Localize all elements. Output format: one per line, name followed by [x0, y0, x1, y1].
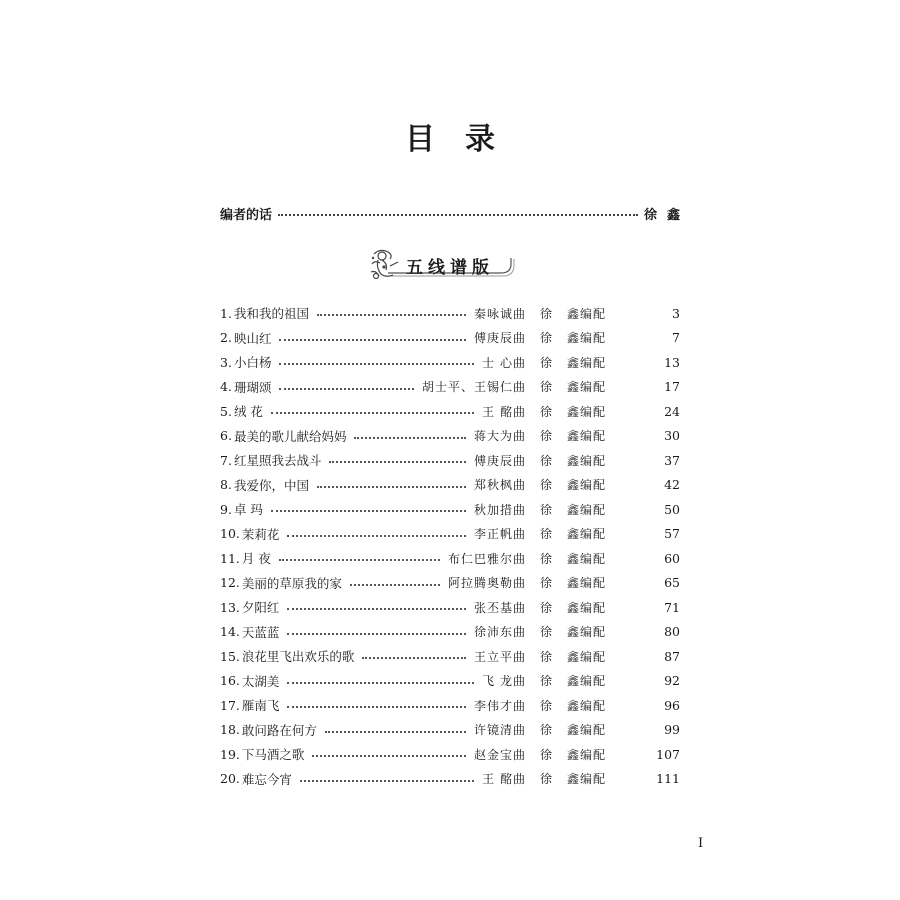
dot-leader: [279, 559, 440, 561]
entry-number: 10.: [220, 526, 240, 542]
entry-arranger: 徐 鑫编配: [540, 747, 607, 762]
entry-title: 我爱你，中国: [233, 477, 309, 493]
dot-leader: [312, 755, 466, 757]
toc-entry[interactable]: [220, 595, 680, 620]
entry-title: 雁南飞: [241, 698, 280, 714]
dot-leader: [279, 388, 414, 390]
entry-number: 12.: [220, 575, 240, 591]
dot-leader: [278, 214, 638, 216]
entry-composer: 李正帆曲: [473, 527, 526, 542]
entry-composer: 李伟才曲: [473, 698, 526, 713]
entry-title: 珊瑚颂: [233, 379, 272, 395]
entry-arranger: 徐 鑫编配: [540, 404, 607, 419]
entry-arranger: 徐 鑫编配: [540, 625, 607, 640]
entry-arranger: 徐 鑫编配: [540, 674, 607, 689]
toc-list: [220, 301, 680, 791]
editor-note-label: 编者的话: [220, 207, 273, 223]
entry-composer: 王 酩曲: [482, 404, 526, 419]
entry-page-number: 111: [656, 771, 680, 787]
toc-entry[interactable]: [220, 399, 680, 424]
entry-page-number: 42: [664, 477, 680, 493]
entry-title: 夕阳红: [241, 600, 280, 616]
toc-entry[interactable]: [220, 350, 680, 375]
dot-leader: [287, 535, 466, 537]
entry-page-number: 99: [664, 722, 680, 738]
entry-composer: 王 酩曲: [482, 772, 526, 787]
dot-leader: [329, 461, 466, 463]
entry-page-number: 37: [664, 452, 680, 468]
entry-page-number: 71: [664, 599, 680, 615]
entry-arranger: 徐 鑫编配: [540, 600, 607, 615]
toc-entry[interactable]: [220, 375, 680, 400]
entry-composer: 飞 龙曲: [482, 674, 526, 689]
entry-page-number: 92: [664, 673, 680, 689]
entry-title: 卓 玛: [233, 502, 263, 518]
toc-entry[interactable]: [220, 473, 680, 498]
toc-entry[interactable]: [220, 497, 680, 522]
dot-leader: [279, 339, 466, 341]
entry-title: 茉莉花: [241, 526, 280, 542]
dot-leader: [300, 780, 474, 782]
entry-arranger: 徐 鑫编配: [540, 551, 607, 566]
entry-number: 9.: [220, 501, 232, 517]
entry-number: 2.: [220, 330, 232, 346]
entry-composer: 赵金宝曲: [473, 747, 526, 762]
entry-page-number: 60: [664, 550, 680, 566]
dot-leader: [287, 608, 466, 610]
entry-title: 难忘今宵: [241, 771, 292, 787]
entry-number: 20.: [220, 771, 240, 787]
dot-leader: [287, 633, 466, 635]
entry-page-number: 96: [664, 697, 680, 713]
dot-leader: [271, 412, 474, 414]
entry-number: 16.: [220, 673, 240, 689]
entry-number: 4.: [220, 379, 232, 395]
section-banner: [366, 246, 516, 282]
toc-entry[interactable]: [220, 620, 680, 645]
entry-page-number: 13: [664, 354, 680, 370]
entry-arranger: 徐 鑫编配: [540, 649, 607, 664]
entry-arranger: 徐 鑫编配: [540, 355, 607, 370]
entry-composer: 胡士平、王锡仁曲: [421, 380, 526, 395]
entry-number: 3.: [220, 354, 232, 370]
dot-leader: [317, 486, 466, 488]
entry-number: 19.: [220, 746, 240, 762]
toc-entry[interactable]: [220, 448, 680, 473]
entry-title: 浪花里飞出欢乐的歌: [241, 649, 355, 665]
entry-arranger: 徐 鑫编配: [540, 772, 607, 787]
entry-page-number: 7: [672, 330, 680, 346]
entry-arranger: 徐 鑫编配: [540, 380, 607, 395]
entry-page-number: 50: [664, 501, 680, 517]
entry-arranger: 徐 鑫编配: [540, 331, 607, 346]
entry-composer: 许镜清曲: [473, 723, 526, 738]
dot-leader: [271, 510, 466, 512]
entry-number: 8.: [220, 477, 232, 493]
toc-entry[interactable]: [220, 522, 680, 547]
entry-number: 11.: [220, 550, 240, 566]
entry-arranger: 徐 鑫编配: [540, 698, 607, 713]
toc-entry[interactable]: [220, 767, 680, 792]
entry-arranger: 徐 鑫编配: [540, 527, 607, 542]
entry-page-number: 57: [664, 526, 680, 542]
entry-number: 13.: [220, 599, 240, 615]
toc-entry[interactable]: [220, 326, 680, 351]
entry-page-number: 80: [664, 624, 680, 640]
toc-entry[interactable]: [220, 693, 680, 718]
entry-page-number: 3: [672, 305, 680, 321]
entry-number: 5.: [220, 403, 232, 419]
dot-leader: [362, 657, 466, 659]
entry-number: 7.: [220, 452, 232, 468]
page-title: 目录: [405, 122, 525, 157]
entry-title: 天蓝蓝: [241, 624, 280, 640]
toc-entry[interactable]: [220, 644, 680, 669]
entry-title: 美丽的草原我的家: [241, 575, 342, 591]
dot-leader: [354, 437, 466, 439]
entry-composer: 张丕基曲: [473, 600, 526, 615]
entry-title: 太湖美: [241, 673, 280, 689]
entry-title: 红星照我去战斗: [233, 453, 322, 469]
entry-title: 绒 花: [233, 404, 263, 420]
toc-entry[interactable]: [220, 669, 680, 694]
entry-arranger: 徐 鑫编配: [540, 429, 607, 444]
dot-leader: [325, 731, 466, 733]
entry-number: 14.: [220, 624, 240, 640]
entry-composer: 徐沛东曲: [473, 625, 526, 640]
entry-title: 敢问路在何方: [241, 722, 317, 738]
dot-leader: [279, 363, 474, 365]
entry-number: 1.: [220, 305, 232, 321]
entry-title: 月 夜: [241, 551, 271, 567]
entry-composer: 郑秋枫曲: [473, 478, 526, 493]
entry-composer: 布仁巴雅尔曲: [447, 551, 526, 566]
toc-entry[interactable]: [220, 301, 680, 326]
entry-composer: 傅庚辰曲: [473, 453, 526, 468]
entry-arranger: 徐 鑫编配: [540, 478, 607, 493]
section-label: 五线谱版: [406, 258, 494, 278]
entry-arranger: 徐 鑫编配: [540, 576, 607, 591]
dot-leader: [317, 314, 466, 316]
entry-number: 18.: [220, 722, 240, 738]
dot-leader: [287, 706, 466, 708]
entry-page-number: 30: [664, 428, 680, 444]
entry-title: 我和我的祖国: [233, 306, 309, 322]
entry-composer: 傅庚辰曲: [473, 331, 526, 346]
entry-composer: 阿拉腾奥勒曲: [447, 576, 526, 591]
entry-composer: 王立平曲: [473, 649, 526, 664]
toc-entry[interactable]: [220, 424, 680, 449]
dot-leader: [350, 584, 440, 586]
entry-page-number: 107: [656, 746, 680, 762]
entry-number: 17.: [220, 697, 240, 713]
entry-title: 映山红: [233, 330, 272, 346]
toc-entry[interactable]: [220, 718, 680, 743]
entry-title: 最美的歌儿献给妈妈: [233, 428, 347, 444]
entry-page-number: 17: [664, 379, 680, 395]
entry-composer: 士 心曲: [482, 355, 526, 370]
entry-arranger: 徐 鑫编配: [540, 502, 607, 517]
toc-entry[interactable]: [220, 571, 680, 596]
entry-page-number: 65: [664, 575, 680, 591]
editor-note-author: 徐鑫: [643, 207, 690, 223]
entry-page-number: 87: [664, 648, 680, 664]
toc-entry[interactable]: [220, 546, 680, 571]
entry-page-number: 24: [664, 403, 680, 419]
entry-composer: 秦咏诚曲: [473, 306, 526, 321]
entry-arranger: 徐 鑫编配: [540, 723, 607, 738]
page-folio: I: [698, 836, 704, 851]
entry-title: 下马酒之歌: [241, 747, 305, 763]
entry-number: 6.: [220, 428, 232, 444]
entry-arranger: 徐 鑫编配: [540, 453, 607, 468]
editor-note-entry[interactable]: [220, 202, 690, 224]
entry-composer: 秋加措曲: [473, 502, 526, 517]
entry-composer: 蒋大为曲: [473, 429, 526, 444]
entry-title: 小白杨: [233, 355, 272, 371]
dot-leader: [287, 682, 474, 684]
entry-arranger: 徐 鑫编配: [540, 306, 607, 321]
toc-entry[interactable]: [220, 742, 680, 767]
entry-number: 15.: [220, 648, 240, 664]
